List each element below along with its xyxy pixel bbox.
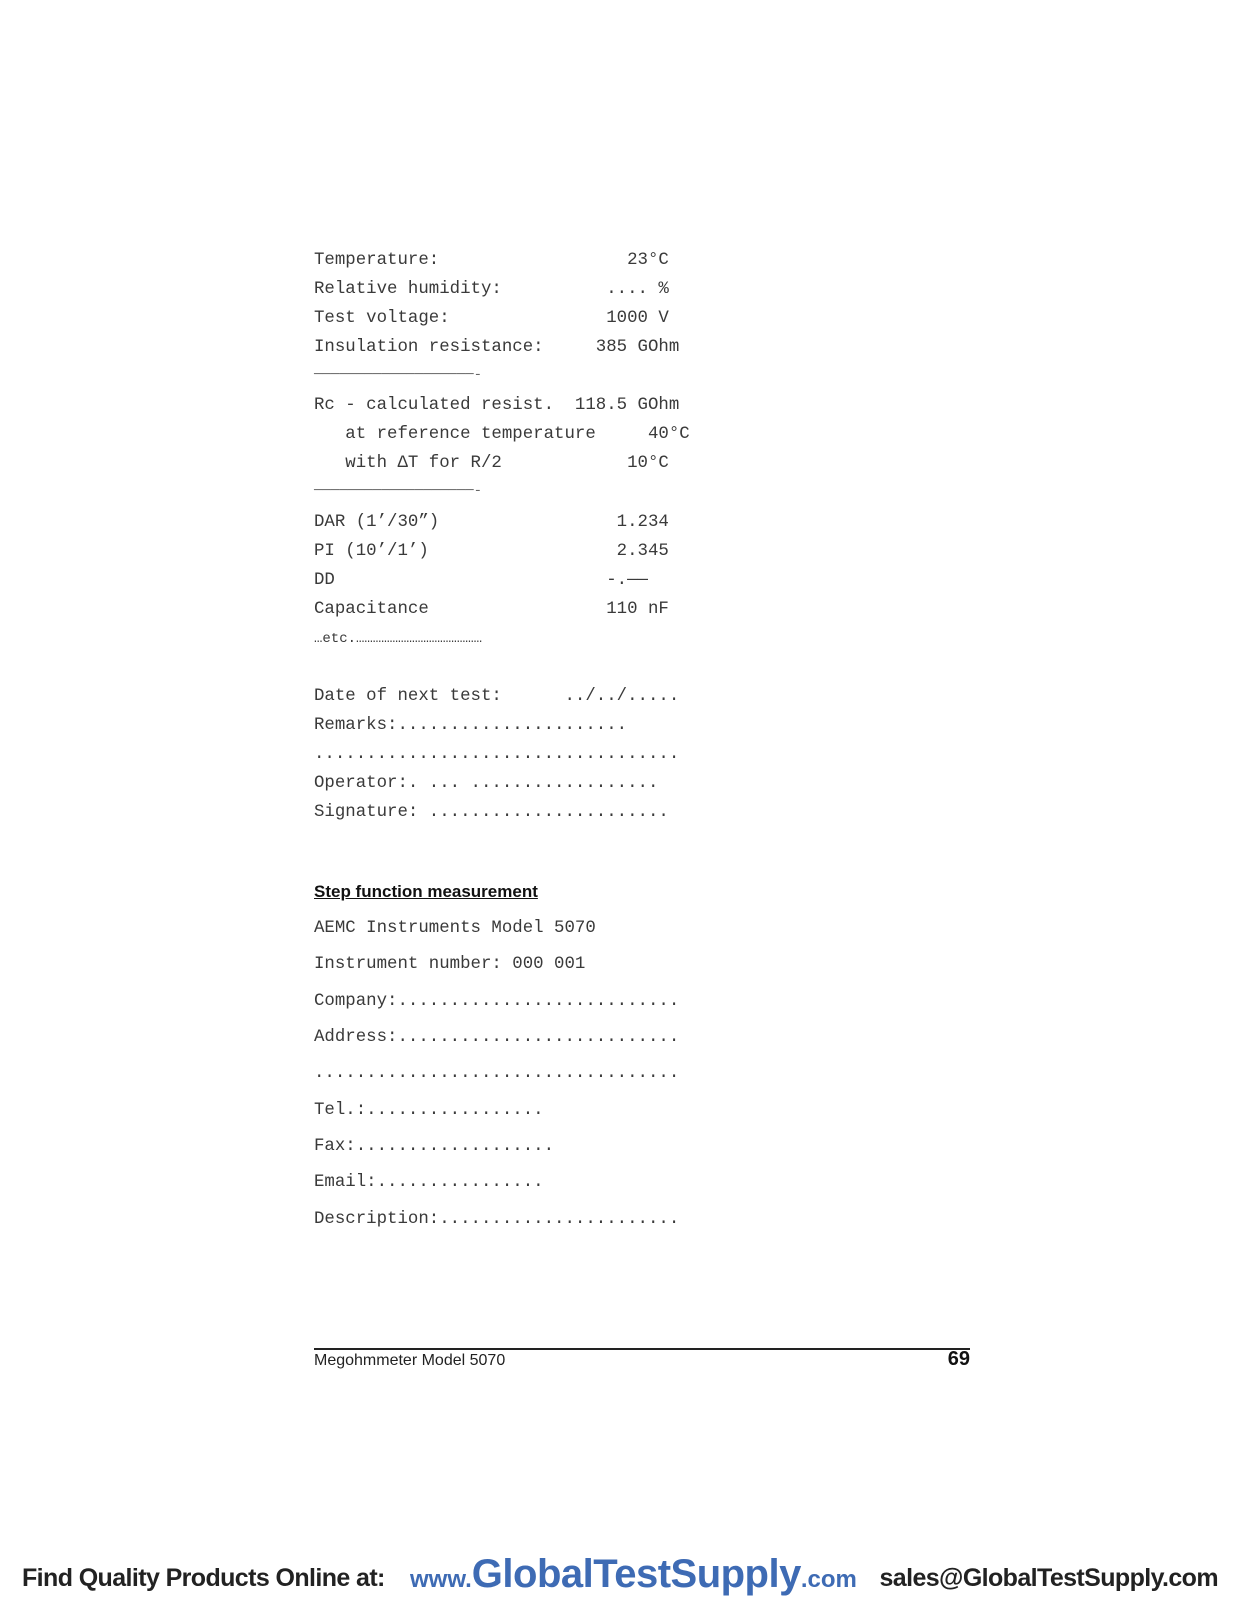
promo-url-prefix: www.	[410, 1566, 472, 1593]
promo-website-link[interactable]	[410, 1552, 857, 1597]
report-line-pi: PI (10’/1’) 2.345	[314, 542, 669, 561]
section-line-tel: Tel.:.................	[314, 1101, 544, 1120]
section-line-model: AEMC Instruments Model 5070	[314, 919, 596, 938]
report-line-operator: Operator:. ... ..................	[314, 774, 659, 793]
section-heading: Step function measurement	[314, 882, 538, 901]
report-line-dar: DAR (1’/30”) 1.234	[314, 513, 669, 532]
promo-email-link[interactable]: sales@GlobalTestSupply.com	[879, 1564, 1218, 1592]
report-line-reference-temperature: at reference temperature 40°C	[314, 425, 690, 444]
separator-2: ───────────────────-	[314, 483, 483, 499]
report-line-temperature: Temperature: 23°C	[314, 251, 669, 270]
section-line-instrument-number: Instrument number: 000 001	[314, 955, 586, 974]
section-line-fax: Fax:...................	[314, 1137, 555, 1156]
footer-title: Megohmmeter Model 5070	[314, 1352, 506, 1369]
report-line-remarks: Remarks:......................	[314, 716, 628, 735]
report-line-delta-t: with ΔT for R/2 10°C	[314, 454, 669, 473]
section-line-email: Email:................	[314, 1173, 544, 1192]
footer-divider	[314, 1348, 970, 1350]
report-line-dd: DD -.——	[314, 571, 648, 590]
page-number: 69	[947, 1348, 970, 1370]
report-line-humidity: Relative humidity: .... %	[314, 280, 669, 299]
report-line-next-test-date: Date of next test: ../../.....	[314, 687, 680, 706]
promo-tagline: Find Quality Products Online at:	[22, 1564, 385, 1592]
promo-url-main: GlobalTestSupply	[471, 1552, 801, 1596]
report-line-etc: …etc.………………………………………	[314, 631, 483, 647]
report-line-rc: Rc - calculated resist. 118.5 GOhm	[314, 396, 680, 415]
report-line-insulation-resistance: Insulation resistance: 385 GOhm	[314, 338, 680, 357]
separator-1: ───────────────────-	[314, 367, 483, 383]
report-line-remarks-continued: ...................................	[314, 745, 680, 764]
report-line-signature: Signature: .......................	[314, 803, 669, 822]
report-line-capacitance: Capacitance 110 nF	[314, 600, 669, 619]
section-line-description: Description:.......................	[314, 1210, 680, 1229]
section-line-company: Company:...........................	[314, 992, 680, 1011]
promo-url-suffix: .com	[800, 1566, 857, 1593]
section-line-address-continued: ...................................	[314, 1064, 680, 1083]
report-line-test-voltage: Test voltage: 1000 V	[314, 309, 669, 328]
section-line-address: Address:...........................	[314, 1028, 680, 1047]
